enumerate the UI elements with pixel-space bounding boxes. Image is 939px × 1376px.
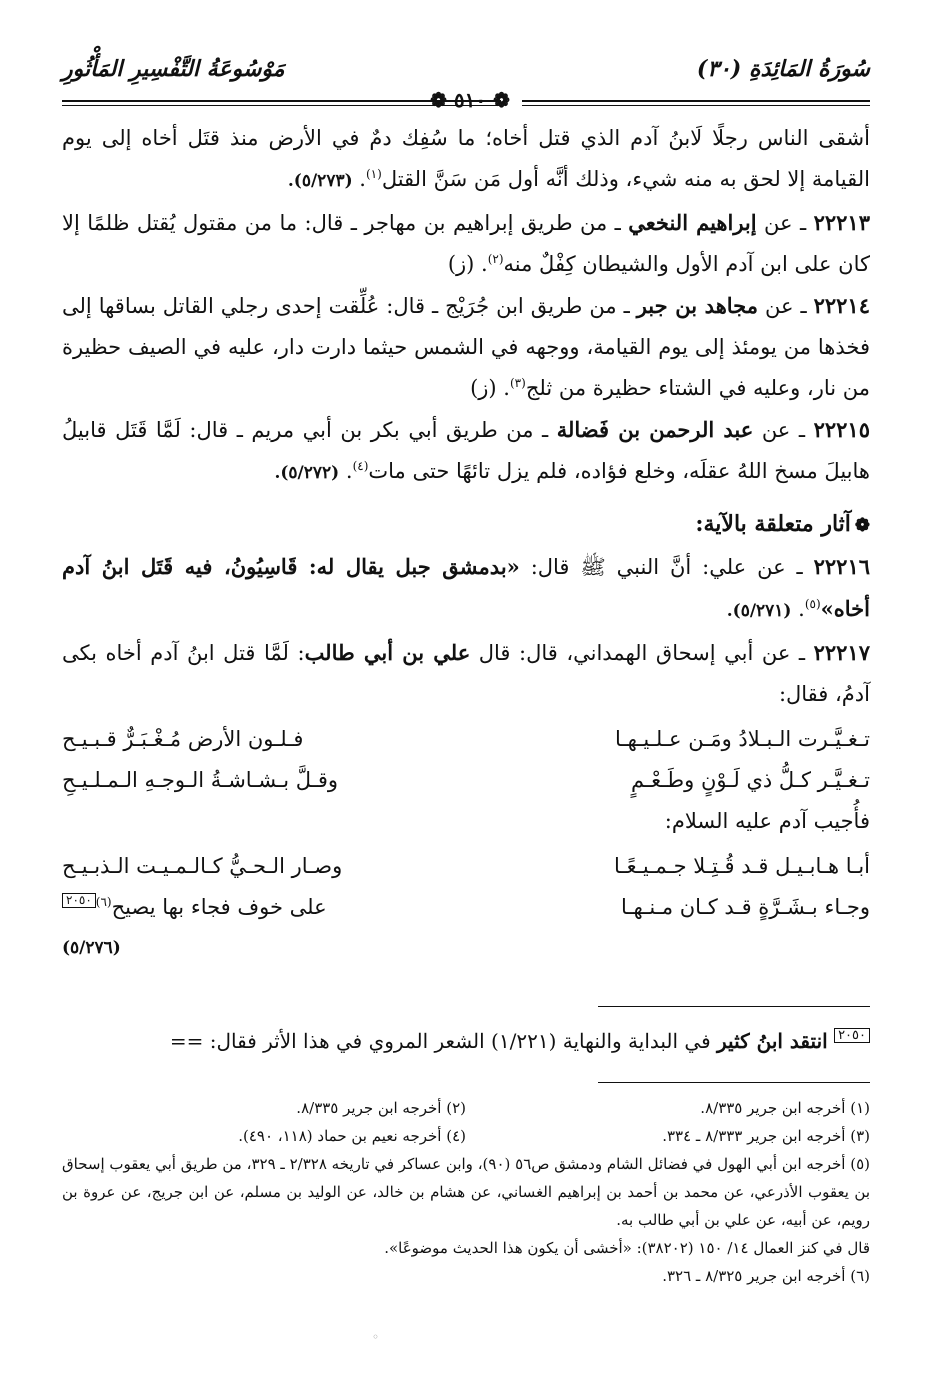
footnotes xyxy=(62,1094,870,1290)
poem-2 xyxy=(62,846,870,969)
footnote-marker[interactable]: (٦) xyxy=(95,895,112,909)
surah-title: سُورَةُ المَائِدَةِ (٣٠) xyxy=(696,56,870,82)
footnote-row xyxy=(62,1122,870,1150)
footnote-marker[interactable]: (١) xyxy=(365,167,382,181)
commentator-name: انتقد ابنُ كثير xyxy=(717,1029,828,1053)
commentary-rule xyxy=(598,1006,870,1007)
footnote-marker[interactable]: (٣) xyxy=(509,376,526,390)
reference: (٥/٢٧٦) xyxy=(62,938,121,958)
flower-icon: ❁ xyxy=(854,515,870,536)
footnote-marker[interactable]: (٤) xyxy=(352,459,369,473)
hemistich-second: وقـلَّ بـشـاشـةُ الـوجـهِ الـمـلـيـحِ xyxy=(62,768,339,792)
poem-verse xyxy=(62,760,870,801)
reference: (٥/٢٧٣). xyxy=(287,171,353,191)
hemistich-first: تـغـيَّـر كـلُّ ذي لَـوْنٍ وطَـعْـمٍ xyxy=(631,768,870,792)
header-rule-right xyxy=(522,100,870,106)
entry-22214: ٢٢٢١٤ ـ عن مجاهد بن جبر ـ من طريق ابن جُرَيْج ـ قال: عُلِّقت إحدى رجلي القاتل بساقها إلى فخذها من يومئذ إلى يوم القيامة، ووجهه في الشمس حيثما دارت دار، عليه في الصيف حظيرة من نار، وعليه في الشتاء حظيرة من ثلج$^{(٣)}$. (ز) xyxy=(62,293,870,400)
footnote-5: (٥) أخرجه ابن أبي الهول في فضائل الشام ودمشق ص٥٦ (٩٠)، وابن عساكر في تاريخه ٢/٣٢٨ ـ ٣٢٩، من طريق أبي يعقوب إسحاق بن يعقوب الأذرعي، عن محمد بن أحمد بن إبراهيم الغساني، عن هشام بن خالد، عن الوليد بن مسلم، عن ابن جريج، عن عروة بن رويم، عن أبيه، عن علي بن أبي طالب به. xyxy=(62,1155,870,1229)
main-text xyxy=(62,118,870,969)
reply-line: فأُجيب آدم عليه السلام: xyxy=(664,809,870,833)
narrator-name: مجاهد بن جبر xyxy=(636,293,758,318)
footnote-5-comment: قال في كنز العمال ١٤/ ١٥٠ (٣٨٢٠٢): «أخشى أن يكون هذا الحديث موضوعًا». xyxy=(384,1239,870,1257)
footnote-rule xyxy=(598,1082,870,1083)
hadith-quote: «بدمشق جبل يقال له: قَاسِيُونُ، فيه قَتَل ابنُ آدم أخاه» xyxy=(62,554,870,621)
hemistich-first: أبـا هـابـيـل قـد قُـتِـلا جـمـيـعًـا xyxy=(614,854,870,878)
page-number: ❁ ٥١٠ ❁ xyxy=(430,88,510,112)
footnote-row xyxy=(62,1094,870,1122)
entry-number: ٢٢٢١٧ xyxy=(813,640,870,665)
footnote-1: (١) أخرجه ابن جرير ٨/٣٣٥. xyxy=(700,1099,870,1117)
narrator-name: عبد الرحمن بن فَضالة xyxy=(556,417,754,442)
entry-22217: ٢٢٢١٧ ـ عن أبي إسحاق الهمداني، قال: قال علي بن أبي طالب: لَمَّا قتل ابنُ آدم أخاه بكى آدمُ، فقال: xyxy=(62,640,870,706)
entry-22216: ٢٢٢١٦ ـ عن علي: أنَّ النبي ﷺ قال: «بدمشق جبل يقال له: قَاسِيُونُ، فيه قَتَل ابنُ آدم أخاه»$^{(٥)}$. (٥/٢٧١). xyxy=(62,554,871,621)
section-heading: ❁آثار متعلقة بالآية: xyxy=(695,511,870,537)
footnote-marker[interactable]: (٥) xyxy=(804,597,821,611)
entry-number: ٢٢٢١٣ xyxy=(813,210,870,235)
ornament-icon: ❁ xyxy=(486,88,510,112)
hemistich-first: وجـاء بـشَـرَّةٍ قـد كـان مـنـهـا xyxy=(620,895,870,919)
narrator-name: إبراهيم النخعي xyxy=(628,210,757,235)
poem-verse xyxy=(62,719,870,760)
hemistich-first: تـغـيَّـرت الـبـلادُ ومَـن عـلـيـهـا xyxy=(615,727,870,751)
footnote-3: (٣) أخرجه ابن جرير ٨/٣٣٣ ـ ٣٣٤. xyxy=(662,1127,870,1145)
paragraph-1: أشقى الناس رجلًا لَابنُ آدم الذي قتل أخاه؛ ما سُفِك دمٌ في الأرض منذ قتَل أخاه إلى يوم القيامة إلا لحق به منه شيء، وذلك أنَّه أول مَن سَنَّ القتل$^{(١)}$. (٥/٢٧٣). xyxy=(62,126,870,191)
reference: (٥/٢٧١). xyxy=(726,601,792,621)
scan-mark: ◦ xyxy=(372,1330,380,1344)
footnote-marker[interactable]: (٢) xyxy=(487,252,504,266)
footnote-4: (٤) أخرجه نعيم بن حماد (١١٨، ٤٩٠). xyxy=(238,1127,466,1145)
narrator-name: علي بن أبي طالب xyxy=(304,640,471,665)
hemistich-second: فـلـون الأرض مُـغْـبَـرٌّ قـبـيـح xyxy=(62,727,304,751)
hemistich-second: على خوف فجاء بها يصيح$^{(٦)}$٢٠٥٠ xyxy=(62,887,452,928)
poem-1 xyxy=(62,719,870,801)
entry-number: ٢٢٢١٦ xyxy=(813,554,871,579)
entry-22215: ٢٢٢١٥ ـ عن عبد الرحمن بن فَضالة ـ من طريق أبي بكر بن أبي مريم ـ قال: لَمَّا قَتَل قابيلُ هابيلَ مسخ اللهُ عقلَه، وخلع فؤاده، فلم يزل تائهًا حتى مات$^{(٤)}$. (٥/٢٧٢). xyxy=(62,417,870,483)
book-title: مَوْسُوعَةُ التَّفْسِيرِ المَأْثُورِ xyxy=(62,56,285,82)
entry-number: ٢٢٢١٥ xyxy=(813,417,870,442)
footnote-6: (٦) أخرجه ابن جرير ٨/٣٢٥ ـ ٣٢٦. xyxy=(662,1267,870,1285)
poem-verse xyxy=(62,846,870,887)
reference: (٥/٢٧٢). xyxy=(274,463,340,483)
entry-number: ٢٢٢١٤ xyxy=(813,293,870,318)
ornament-icon: ❁ xyxy=(430,88,454,112)
commentary-box-number: ٢٠٥٠ xyxy=(834,1028,870,1043)
commentary-note: ٢٠٥٠ انتقد ابنُ كثير في البداية والنهاية (١/٢٢١) الشعر المروي في هذا الأثر فقال: == xyxy=(30,1024,870,1058)
hemistich-second: وصـار الـحـيُّ كـالـمـيـت الـذبـيـح xyxy=(62,854,343,878)
entry-22213: ٢٢٢١٣ ـ عن إبراهيم النخعي ـ من طريق إبراهيم بن مهاجر ـ قال: ما من مقتول يُقتل ظلمًا إلا كان على ابن آدم الأول والشيطان كِفْلٌ منه$^{(٢)}$. (ز) xyxy=(62,210,870,276)
footnote-2: (٢) أخرجه ابن جرير ٨/٣٣٥. xyxy=(296,1099,466,1117)
commentary-box-number[interactable]: ٢٠٥٠ xyxy=(62,893,96,908)
poem-verse xyxy=(62,887,870,928)
